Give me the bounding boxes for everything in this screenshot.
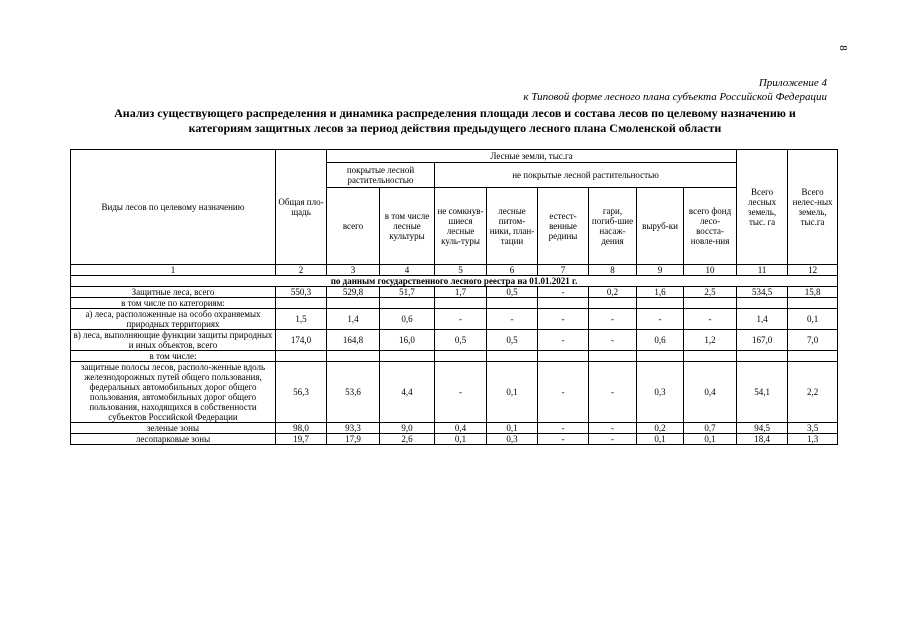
column-number-cell: 3 — [327, 265, 380, 276]
row-name: в том числе по категориям: — [71, 298, 276, 309]
table-row — [71, 309, 838, 330]
table-cell: - — [589, 309, 637, 330]
table-cell: 0,1 — [788, 309, 838, 330]
table-cell: - — [637, 309, 684, 330]
table-cell — [435, 298, 487, 309]
table-cell: 18,4 — [737, 434, 788, 445]
table-cell: 2,6 — [380, 434, 435, 445]
title-line-1: Анализ существующего распределения и динамика распределения площади лесов и состава лесов по целевому назначению и — [114, 106, 796, 120]
header-reforestation-fund: всего фонд лесо-восста-новле-ния — [684, 188, 737, 265]
column-number-cell: 2 — [276, 265, 327, 276]
table-cell: 0,6 — [637, 330, 684, 351]
table-cell: 98,0 — [276, 423, 327, 434]
column-number-cell: 4 — [380, 265, 435, 276]
table-cell: 550,3 — [276, 287, 327, 298]
table-cell — [380, 351, 435, 362]
row-name: зеленые зоны — [71, 423, 276, 434]
table-row — [71, 298, 838, 309]
table-cell: 4,4 — [380, 362, 435, 423]
table-cell: 15,8 — [788, 287, 838, 298]
column-number-cell: 6 — [487, 265, 538, 276]
header-covered: покрытые лесной растительностью — [327, 163, 435, 188]
section-title: по данным государственного лесного реестра на 01.01.2021 г. — [71, 276, 838, 287]
row-name: а) леса, расположенные на особо охраняемых природных территориях — [71, 309, 276, 330]
table-cell — [737, 298, 788, 309]
table-cell: 0,2 — [637, 423, 684, 434]
table-cell: - — [538, 423, 589, 434]
column-number-cell: 9 — [637, 265, 684, 276]
table-cell: 0,4 — [684, 362, 737, 423]
table-cell: 94,5 — [737, 423, 788, 434]
table-cell: 53,6 — [327, 362, 380, 423]
table-cell: 529,8 — [327, 287, 380, 298]
row-name: лесопарковые зоны — [71, 434, 276, 445]
section-row — [71, 276, 838, 287]
table-cell — [435, 351, 487, 362]
header-covered-cultures: в том числе лесные культуры — [380, 188, 435, 265]
table-cell: 0,1 — [487, 423, 538, 434]
table-cell — [487, 351, 538, 362]
table-cell: 93,3 — [327, 423, 380, 434]
page-number: 8 — [836, 45, 849, 51]
appendix-line-1: Приложение 4 — [758, 77, 827, 89]
table-cell: 0,5 — [487, 330, 538, 351]
row-name: в) леса, выполняющие функции защиты природных и иных объектов, всего — [71, 330, 276, 351]
header-glades: естест-венные редины — [538, 188, 589, 265]
table-cell: 1,4 — [327, 309, 380, 330]
table-row — [71, 423, 838, 434]
table-row — [71, 362, 838, 423]
table-cell: 2,5 — [684, 287, 737, 298]
table-cell: 0,1 — [435, 434, 487, 445]
header-clearings: выруб-ки — [637, 188, 684, 265]
table-cell: 174,0 — [276, 330, 327, 351]
table-cell — [327, 298, 380, 309]
table-cell — [487, 298, 538, 309]
table-row — [71, 434, 838, 445]
header-total-forest: Всего лесных земель, тыс. га — [737, 150, 788, 265]
header-nurseries: лесные питом-ники, план-тации — [487, 188, 538, 265]
table-cell: 0,7 — [684, 423, 737, 434]
header-burnt: гари, погиб-шие насаж-дения — [589, 188, 637, 265]
table-cell: 167,0 — [737, 330, 788, 351]
table-cell — [538, 298, 589, 309]
table-cell: - — [538, 434, 589, 445]
table-cell: 1,3 — [788, 434, 838, 445]
column-number-cell: 7 — [538, 265, 589, 276]
table-cell: 1,7 — [435, 287, 487, 298]
table-cell: 0,6 — [380, 309, 435, 330]
table-cell: 1,2 — [684, 330, 737, 351]
table-cell: 54,1 — [737, 362, 788, 423]
table-row — [71, 351, 838, 362]
document-title — [70, 106, 840, 136]
table-cell: 0,5 — [435, 330, 487, 351]
table-cell: 16,0 — [380, 330, 435, 351]
table-cell: 3,5 — [788, 423, 838, 434]
column-number-cell: 10 — [684, 265, 737, 276]
table-cell: 0,2 — [589, 287, 637, 298]
header-covered-total: всего — [327, 188, 380, 265]
row-name: в том числе: — [71, 351, 276, 362]
table-row — [71, 330, 838, 351]
table-cell: 1,4 — [737, 309, 788, 330]
table-cell — [538, 351, 589, 362]
header-unclosed: не сомкнув-шиеся лесные куль-туры — [435, 188, 487, 265]
appendix-line-2: к Типовой форме лесного плана субъекта Российской Федерации — [523, 91, 827, 103]
appendix-note — [523, 76, 827, 104]
table-cell: - — [435, 309, 487, 330]
table-cell — [276, 298, 327, 309]
table-cell: - — [589, 434, 637, 445]
table-cell: - — [589, 423, 637, 434]
table-cell: - — [538, 287, 589, 298]
header-forest-lands: Лесные земли, тыс.га — [327, 150, 737, 163]
table-cell: 0,1 — [637, 434, 684, 445]
column-number-cell: 5 — [435, 265, 487, 276]
title-line-2: категориям защитных лесов за период действия предыдущего лесного плана Смоленской области — [188, 121, 722, 135]
table-cell: - — [589, 330, 637, 351]
table-cell: 0,5 — [487, 287, 538, 298]
column-number-row — [71, 265, 838, 276]
header-row-1 — [71, 150, 838, 163]
forest-distribution-table — [70, 149, 838, 445]
header-not-covered: не покрытые лесной растительностью — [435, 163, 737, 188]
table-cell: 9,0 — [380, 423, 435, 434]
table-cell — [589, 298, 637, 309]
table-cell: - — [435, 362, 487, 423]
table-cell — [380, 298, 435, 309]
table-cell: 0,3 — [487, 434, 538, 445]
table-cell — [684, 298, 737, 309]
table-cell: 56,3 — [276, 362, 327, 423]
table-cell: 0,1 — [487, 362, 538, 423]
table-cell: 2,2 — [788, 362, 838, 423]
table-cell: 1,6 — [637, 287, 684, 298]
table-cell — [589, 351, 637, 362]
table-cell: 0,3 — [637, 362, 684, 423]
column-number-cell: 12 — [788, 265, 838, 276]
table-cell: 51,7 — [380, 287, 435, 298]
table-cell — [637, 298, 684, 309]
header-forest-types: Виды лесов по целевому назначению — [71, 150, 276, 265]
table-cell — [276, 351, 327, 362]
table-cell: 7,0 — [788, 330, 838, 351]
table-cell: 19,7 — [276, 434, 327, 445]
table-cell: - — [538, 309, 589, 330]
table-cell: - — [589, 362, 637, 423]
table-cell: - — [538, 362, 589, 423]
row-name: Защитные леса, всего — [71, 287, 276, 298]
header-total-nonforest: Всего нелес-ных земель, тыс.га — [788, 150, 838, 265]
column-number-cell: 11 — [737, 265, 788, 276]
header-total-area: Общая пло-щадь — [276, 150, 327, 265]
table-cell — [637, 351, 684, 362]
table-cell: 17,9 — [327, 434, 380, 445]
table-cell: - — [684, 309, 737, 330]
table-cell — [737, 351, 788, 362]
table-cell: - — [538, 330, 589, 351]
table-cell: 1,5 — [276, 309, 327, 330]
table-cell: 164,8 — [327, 330, 380, 351]
column-number-cell: 8 — [589, 265, 637, 276]
table-cell: 0,1 — [684, 434, 737, 445]
table-cell — [788, 298, 838, 309]
row-name: защитные полосы лесов, располо-женные вдоль железнодорожных путей общего пользования, федеральных автомобильных дорог общего пользования, автомобильных дорог общего пользования, находящихся в собственности субъектов Российской Федерации — [71, 362, 276, 423]
table-cell: 0,4 — [435, 423, 487, 434]
table-cell — [684, 351, 737, 362]
table-row — [71, 287, 838, 298]
table-cell: 534,5 — [737, 287, 788, 298]
column-number-cell: 1 — [71, 265, 276, 276]
table-cell: - — [487, 309, 538, 330]
table-cell — [788, 351, 838, 362]
table-cell — [327, 351, 380, 362]
